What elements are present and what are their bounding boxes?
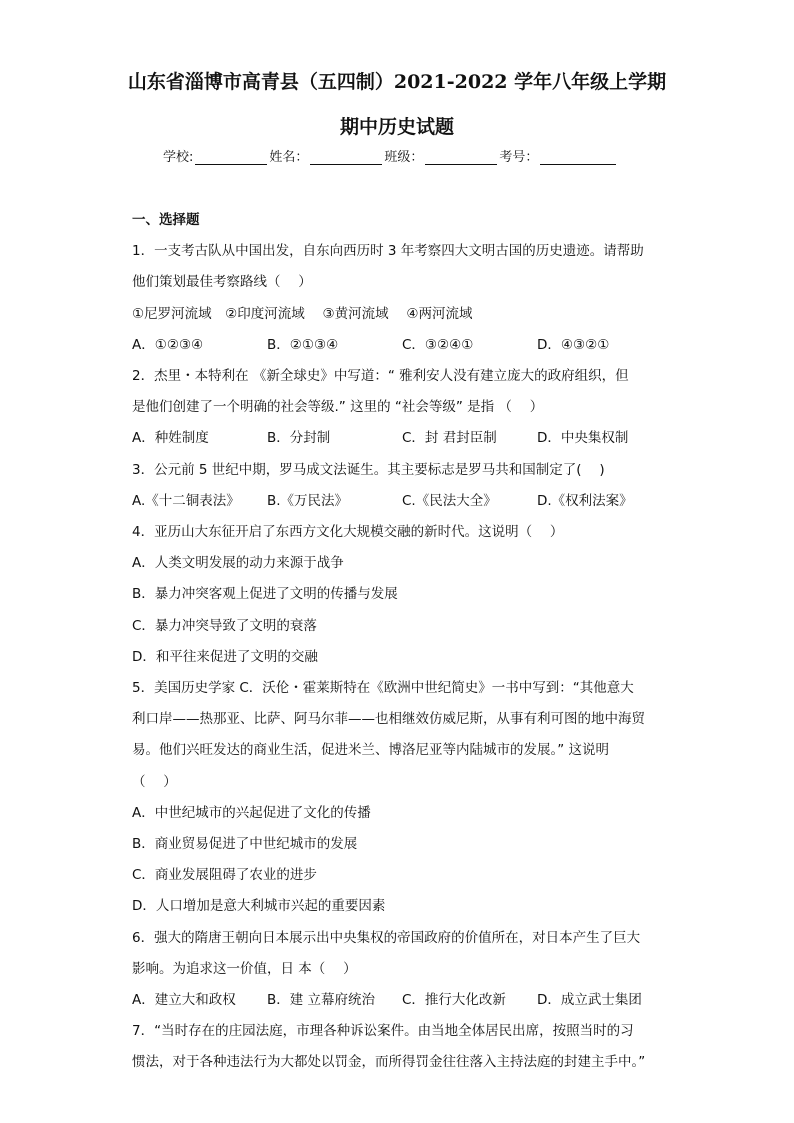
option-d[interactable]: D．成立武士集团 <box>537 992 642 1009</box>
option-b[interactable]: B．暴力冲突客观上促进了文明的传播与发展 <box>132 586 398 603</box>
question-4-stem: 4．亚历山大东征开启了东西方文化大规模交融的新时代。这说明（ ） <box>132 524 564 541</box>
option-b[interactable]: B．建 立幕府统治 <box>267 992 376 1009</box>
question-7-stem-line-1: 7．“当时存在的庄园法庭，市理各种诉讼案件。由当地全体居民出席，按照当时的习 <box>132 1023 634 1040</box>
option-d[interactable]: D．和平往来促进了文明的交融 <box>132 648 318 665</box>
page-title-line-1: 山东省淄博市高青县（五四制）2021-2022 学年八年级上学期 <box>127 71 667 93</box>
question-6-stem-line-1: 6．强大的隋唐王朝向日本展示出中央集权的帝国政府的价值所在，对日本产生了巨大 <box>132 929 641 946</box>
option-a[interactable]: A．种姓制度 <box>132 430 209 447</box>
name-blank[interactable] <box>310 150 382 165</box>
section-heading: 一、选择题 <box>132 212 200 228</box>
name-label: 姓名： <box>269 150 309 165</box>
question-6-stem-line-2: 影响。为追求这一价值，日 本（ ） <box>132 960 357 977</box>
option-b[interactable]: B．②①③④ <box>267 336 339 353</box>
question-1-options <box>132 330 672 361</box>
option-a[interactable]: A．中世纪城市的兴起促进了文化的传播 <box>132 804 371 821</box>
option-c[interactable]: C．商业发展阻碍了农业的进步 <box>132 867 317 884</box>
school-blank[interactable] <box>195 150 267 165</box>
number-label: 考号： <box>499 150 539 165</box>
class-label: 班级： <box>384 150 424 165</box>
option-b[interactable]: B．商业贸易促进了中世纪城市的发展 <box>132 836 358 853</box>
option-c[interactable]: C.《民法大全》 <box>402 492 497 509</box>
option-b[interactable]: B．分封制 <box>267 430 331 447</box>
option-a[interactable]: A．建立大和政权 <box>132 992 236 1009</box>
question-7-stem-line-2: 惯法，对于各种违法行为大都处以罚金，而所得罚金往往落入主持法庭的封建主手中。” <box>132 1054 646 1071</box>
question-2-stem-line-1: 2．杰里・本特利在 《新全球史》中写道：“ 雅利安人没有建立庞大的政府组织，但 <box>132 368 629 385</box>
option-c[interactable]: C．③②④① <box>402 336 474 353</box>
question-6-options <box>132 985 672 1016</box>
class-blank[interactable] <box>425 150 497 165</box>
question-2-stem-line-2: 是他们创建了一个明确的社会等级.” 这里的 “社会等级” 是指 （ ） <box>132 399 544 416</box>
question-3-options <box>132 486 672 517</box>
question-5-stem-line-3: 易。他们兴旺发达的商业生活，促进米兰、博洛尼亚等内陆城市的发展。” 这说明 <box>132 742 610 759</box>
option-b[interactable]: B.《万民法》 <box>267 492 349 509</box>
number-blank[interactable] <box>540 150 616 165</box>
question-1-stem-line-1: 1．一支考古队从中国出发，自东向西历时 3 年考察四大文明古国的历史遗迹。请帮助 <box>132 243 644 260</box>
question-5-stem-line-1: 5．美国历史学家 C．沃伦・霍莱斯特在《欧洲中世纪简史》一书中写到：“其他意大 <box>132 680 634 697</box>
option-c[interactable]: C．暴力冲突导致了文明的衰落 <box>132 617 317 634</box>
option-d[interactable]: D.《权利法案》 <box>537 492 633 509</box>
option-a[interactable]: A.《十二铜表法》 <box>132 492 240 509</box>
question-2-options <box>132 423 672 454</box>
question-1-items: ①尼罗河流域 ②印度河流域 ③黄河流域 ④两河流域 <box>132 305 473 322</box>
option-d[interactable]: D．④③②① <box>537 336 610 353</box>
option-a[interactable]: A．人类文明发展的动力来源于战争 <box>132 555 344 572</box>
option-a[interactable]: A．①②③④ <box>132 336 204 353</box>
question-5-stem-line-4: （ ） <box>132 773 177 790</box>
option-c[interactable]: C．封 君封臣制 <box>402 430 497 447</box>
question-list <box>132 205 672 1079</box>
option-c[interactable]: C．推行大化改新 <box>402 992 506 1009</box>
option-d[interactable]: D．中央集权制 <box>537 430 629 447</box>
student-info-row <box>163 146 618 165</box>
question-3-stem: 3．公元前 5 世纪中期，罗马成文法诞生。其主要标志是罗马共和国制定了( ) <box>132 461 605 478</box>
question-1-stem-line-2: 他们策划最佳考察路线（ ） <box>132 274 312 291</box>
page-title-line-2: 期中历史试题 <box>339 116 454 138</box>
question-5-stem-line-2: 利口岸——热那亚、比萨、阿马尔菲——也相继效仿威尼斯，从事有利可图的地中海贸 <box>132 711 645 728</box>
school-label: 学校: <box>163 150 194 165</box>
option-d[interactable]: D．人口增加是意大利城市兴起的重要因素 <box>132 898 386 915</box>
